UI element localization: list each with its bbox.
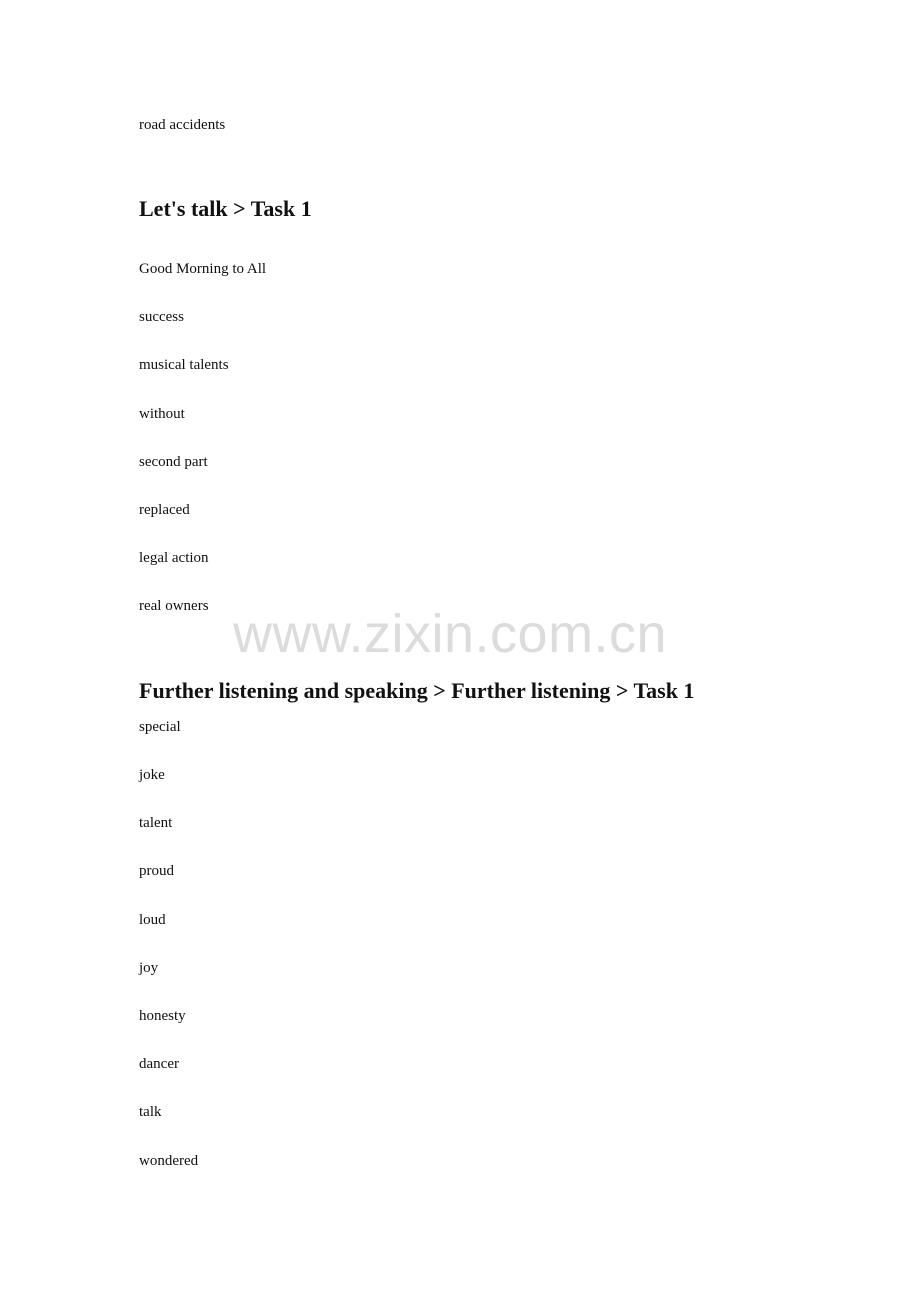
answer-line: road accidents bbox=[139, 117, 226, 133]
answer-line: proud bbox=[139, 863, 174, 879]
answer-line: without bbox=[139, 406, 185, 422]
answer-line: wondered bbox=[139, 1153, 199, 1169]
answer-line: talk bbox=[139, 1104, 162, 1120]
answer-line: replaced bbox=[139, 502, 190, 518]
answer-line: joke bbox=[139, 767, 165, 783]
answer-line: real owners bbox=[139, 598, 209, 614]
answer-line: honesty bbox=[139, 1008, 186, 1024]
answer-line: talent bbox=[139, 815, 173, 831]
answer-line: loud bbox=[139, 912, 166, 928]
answer-line: legal action bbox=[139, 550, 209, 566]
answer-line: dancer bbox=[139, 1056, 179, 1072]
answer-line: success bbox=[139, 309, 184, 325]
watermark: www.zixin.com.cn bbox=[233, 604, 668, 664]
answer-line: musical talents bbox=[139, 357, 229, 373]
answer-line: special bbox=[139, 719, 181, 735]
answer-line: Good Morning to All bbox=[139, 261, 267, 277]
answer-line: joy bbox=[139, 960, 159, 976]
section-heading-further-listening: Further listening and speaking > Further listening > Task 1 bbox=[139, 678, 695, 703]
section-heading-lets-talk: Let's talk > Task 1 bbox=[139, 196, 312, 221]
answer-line: second part bbox=[139, 454, 208, 470]
